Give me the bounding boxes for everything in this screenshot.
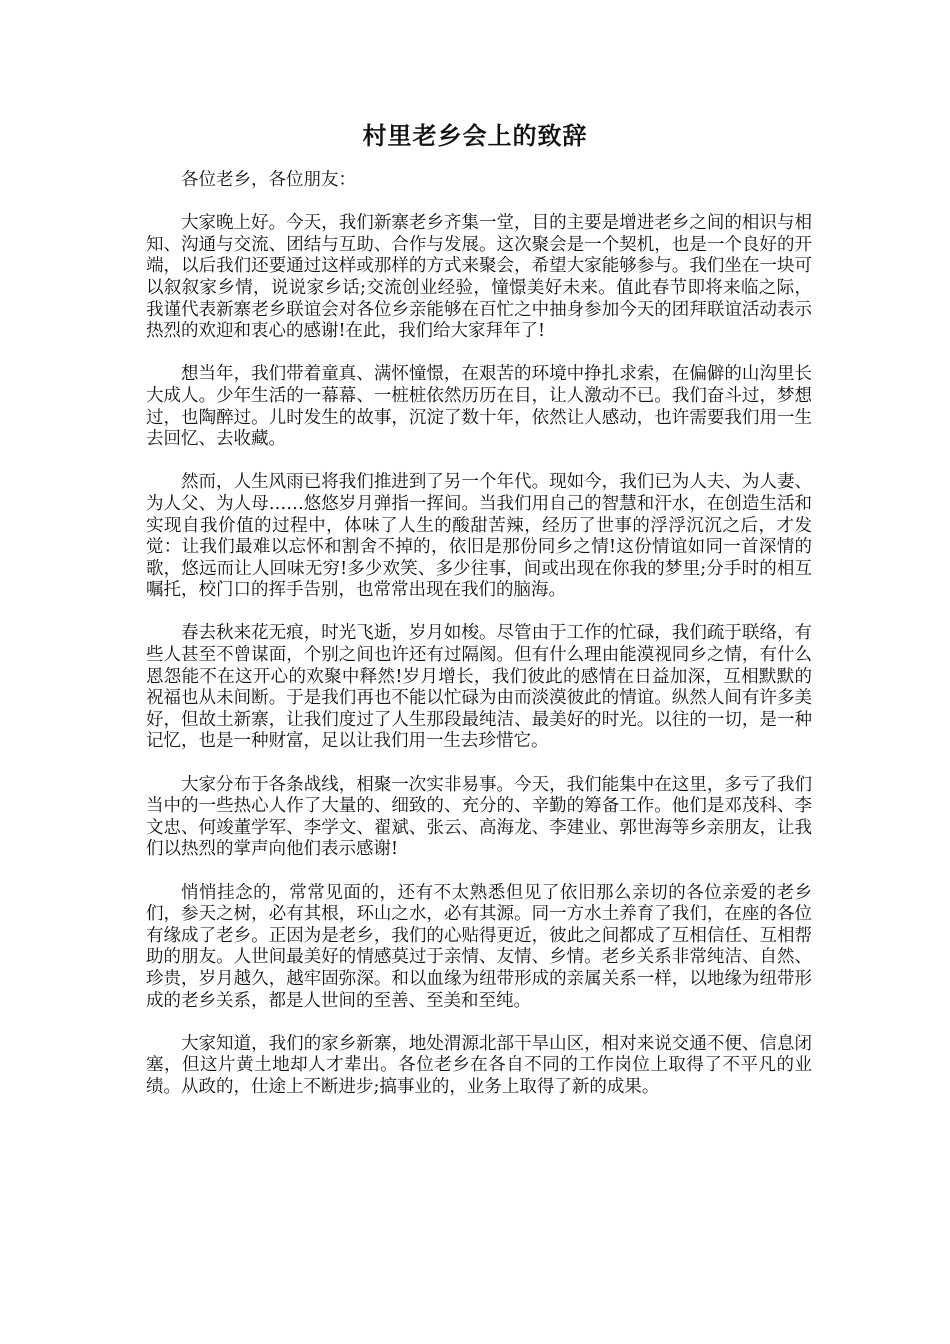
paragraph: 大家分布于各条战线，相聚一次实非易事。今天，我们能集中在这里，多亏了我们当中的一些热心人作了大量的、细致的、充分的、辛勤的筹备工作。他们是邓茂科、李文忠、何竣董学军、李学文、翟斌、张云、高海龙、李建业、郭世海等乡亲朋友，让我们以热烈的掌声向他们表示感谢! [146, 774, 812, 860]
document-title: 村里老乡会上的致辞 [362, 121, 588, 150]
paragraph: 悄悄挂念的，常常见面的，还有不太熟悉但见了依旧那么亲切的各位亲爱的老乡们，参天之树，必有其根，环山之水，必有其源。同一方水土养育了我们，在座的各位有缘成了老乡。正因为是老乡，我们的心贴得更近，彼此之间都成了互相信任、互相帮助的朋友。人世间最美好的情感莫过于亲情、友情、乡情。老乡关系非常纯洁、自然、珍贵，岁月越久，越牢固弥深。和以血缘为纽带形成的亲属关系一样，以地缘为纽带形成的老乡关系，都是人世间的至善、至美和至纯。 [146, 882, 812, 1011]
paragraph: 大家知道，我们的家乡新寨，地处渭源北部干旱山区，相对来说交通不便、信息闭塞，但这片黄土地却人才辈出。各位老乡在各自不同的工作岗位上取得了不平凡的业绩。从政的，仕途上不断进步;搞事业的，业务上取得了新的成果。 [146, 1033, 812, 1097]
paragraph: 春去秋来花无痕，时光飞逝，岁月如梭。尽管由于工作的忙碌，我们疏于联络，有些人甚至不曾谋面，个别之间也许还有过隔阂。但有什么理由能漠视同乡之情，有什么恩怨能不在这开心的欢聚中释然!岁月增长，我们彼此的感情在日益加深，互相默默的祝福也从未间断。于是我们再也不能以忙碌为由而淡漠彼此的情谊。纵然人间有许多美好，但故土新寨，让我们度过了人生那段最纯洁、最美好的时光。以往的一切，是一种记忆，也是一种财富，足以让我们用一生去珍惜它。 [146, 623, 812, 752]
paragraph: 然而，人生风雨已将我们推进到了另一个年代。现如今，我们已为人夫、为人妻、为人父、为人母……悠悠岁月弹指一挥间。当我们用自己的智慧和汗水，在创造生活和实现自我价值的过程中，体味了人生的酸甜苦辣，经历了世事的浮浮沉沉之后，才发觉：让我们最难以忘怀和割舍不掉的，依旧是那份同乡之情!这份情谊如同一首深情的歌，悠远而让人回味无穷!多少欢笑、多少往事，间或出现在你我的梦里;分手时的相互嘱托，校门口的挥手告别，也常常出现在我们的脑海。 [146, 472, 812, 601]
paragraph: 大家晚上好。今天，我们新寨老乡齐集一堂，目的主要是增进老乡之间的相识与相知、沟通与交流、团结与互助、合作与发展。这次聚会是一个契机，也是一个良好的开端，以后我们还要通过这样或那样的方式来聚会，希望大家能够参与。我们坐在一块可以叙叙家乡情，说说家乡话;交流创业经验，憧憬美好未来。值此春节即将来临之际，我谨代表新寨老乡联谊会对各位乡亲能够在百忙之中抽身参加今天的团拜联谊活动表示热烈的欢迎和衷心的感谢!在此，我们给大家拜年了! [146, 213, 812, 342]
salutation: 各位老乡，各位朋友： [181, 170, 356, 190]
document-body [146, 170, 812, 1120]
paragraph: 想当年，我们带着童真、满怀憧憬，在艰苦的环境中挣扎求索，在偏僻的山沟里长大成人。少年生活的一幕幕、一桩桩依然历历在目，让人激动不已。我们奋斗过，梦想过，也陶醉过。儿时发生的故事，沉淀了数十年，依然让人感动，也许需要我们用一生去回忆、去收藏。 [146, 364, 812, 450]
